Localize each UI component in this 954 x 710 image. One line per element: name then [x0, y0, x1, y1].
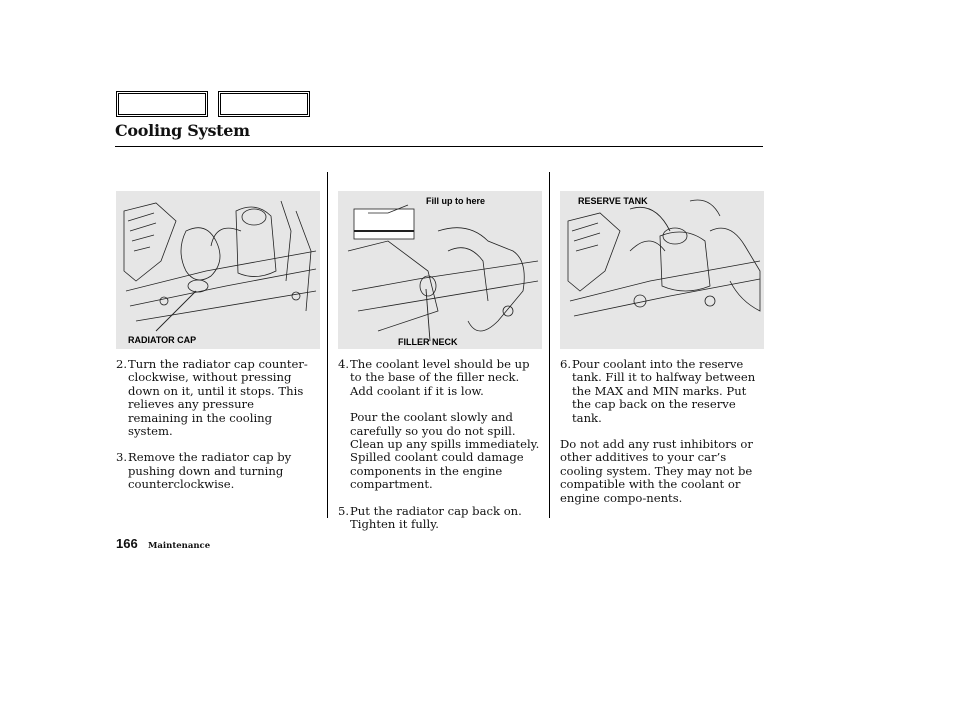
column-3-text — [560, 358, 764, 518]
note-paragraph: Pour the coolant slowly and carefully so you do not spill. Clean up any spills immediately. Spilled coolant could damage components in the engine compartment. — [350, 410, 540, 492]
step-item: 2. Turn the radiator cap counter-clockwise, without pressing down on it, until it stops. This relieves any pressure remaining in the cooling system. — [116, 357, 308, 439]
reserve-tank-illustration — [560, 191, 764, 349]
step-item: 4. The coolant level should be up to the base of the filler neck. Add coolant if it is low. — [338, 357, 530, 398]
warning-paragraph: Do not add any rust inhibitors or other additives to your car’s cooling system. They may not be compatible with the coolant or engine compo-nents. — [560, 437, 753, 505]
column-divider — [327, 172, 328, 518]
step-item: 6. Pour coolant into the reserve tank. Fill it to halfway between the MAX and MIN marks. Put the cap back on the reserve tank. — [560, 357, 756, 425]
column-2-text — [338, 358, 542, 544]
step-item: 5. Put the radiator cap back on. Tighten it fully. — [338, 503, 522, 532]
radiator-cap-illustration — [116, 191, 320, 349]
column-divider — [549, 172, 550, 518]
filler-neck-illustration — [338, 191, 542, 349]
fill-level-label: Fill up to here — [426, 196, 486, 206]
previous-page-button[interactable] — [116, 91, 208, 117]
page-number: 166 — [116, 536, 138, 551]
column-1-text — [116, 358, 316, 505]
filler-neck-label: FILLER NECK — [398, 337, 458, 347]
step-item: 3. Remove the radiator cap by pushing down and turning counterclockwise. — [116, 450, 292, 492]
radiator-cap-label: RADIATOR CAP — [128, 335, 197, 345]
page-title: Cooling System — [115, 121, 250, 140]
section-name: Maintenance — [148, 541, 211, 551]
title-divider — [115, 146, 763, 147]
reserve-tank-label: RESERVE TANK — [578, 196, 648, 206]
next-page-button[interactable] — [218, 91, 310, 117]
